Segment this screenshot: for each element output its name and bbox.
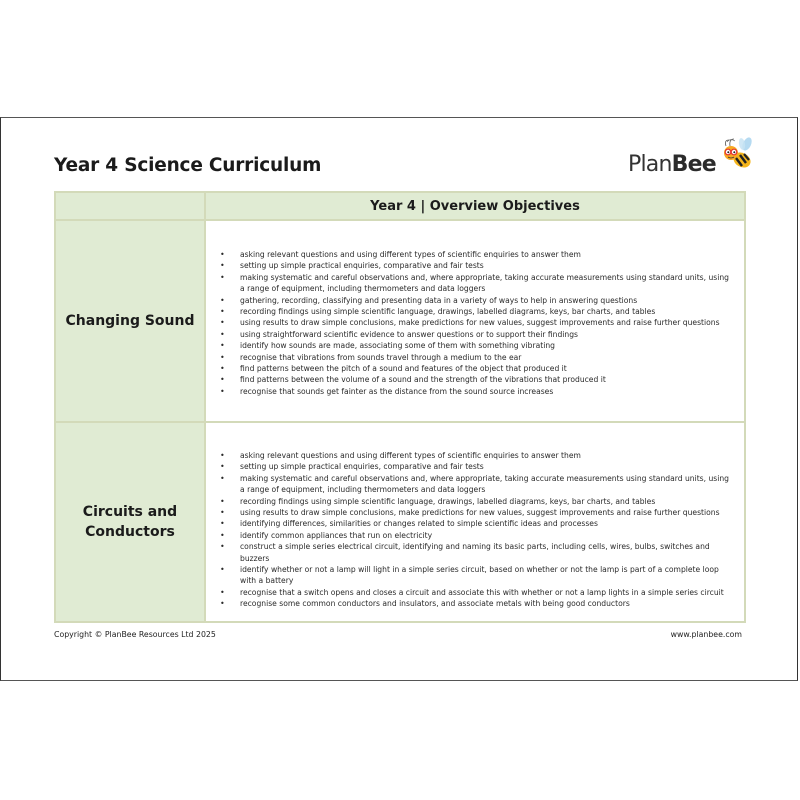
bullet-icon: •	[220, 542, 225, 552]
bullet-icon: •	[220, 565, 225, 575]
bullet-icon: •	[220, 352, 225, 362]
list-item: • making systematic and careful observations and, where appropriate, taking accurate measurements using standard units, using a range of equipment, including thermometers and data loggers	[220, 473, 729, 495]
bullet-icon: •	[220, 307, 225, 317]
list-item: • recognise some common conductors and insulators, and associate metals with being good conductors	[220, 599, 630, 609]
list-item: • making systematic and careful observations and, where appropriate, taking accurate measurements using standard units, using a range of equipment, including thermometers and data loggers	[220, 272, 729, 294]
bullet-icon: •	[220, 451, 225, 460]
list-item: • asking relevant questions and using different types of scientific enquiries to answer them	[220, 250, 581, 259]
list-item: • construct a simple series electrical circuit, identifying and naming its basic parts, including cells, wires, bulbs, switches and buzzers	[220, 542, 710, 563]
bullet-icon: •	[220, 587, 225, 597]
bullet-icon: •	[220, 329, 225, 339]
bullet-icon: •	[220, 364, 225, 374]
bullet-icon: •	[220, 318, 225, 328]
bullet-icon: •	[220, 530, 225, 540]
logo-text-plan: Plan	[628, 152, 672, 177]
bullet-icon: •	[220, 519, 225, 529]
bullet-icon: •	[220, 386, 225, 396]
bullet-icon: •	[220, 508, 225, 518]
document-title: Year 4 Science Curriculum	[54, 155, 322, 176]
list-item: • gathering, recording, classifying and presenting data in a variety of ways to help in answering questions	[220, 295, 638, 305]
header-empty-cell	[55, 192, 205, 220]
topic-cell: Changing Sound	[55, 220, 205, 422]
logo-text-bee: Bee	[671, 152, 716, 177]
list-item: • recording findings using simple scientific language, drawings, labelled diagrams, keys, bar charts, and tables	[220, 307, 656, 317]
list-item: • recognise that a switch opens and closes a circuit and associate this with whether or not a lamp lights in a simple series circuit	[220, 587, 724, 597]
bullet-icon: •	[220, 375, 225, 385]
bullet-icon: •	[220, 462, 225, 472]
table-row-circuits-and-conductors	[55, 422, 745, 622]
objectives-cell	[205, 422, 745, 622]
logo-wordmark	[628, 152, 716, 177]
table-row-changing-sound	[55, 220, 745, 422]
list-item: • recognise that sounds get fainter as the distance from the sound source increases	[220, 386, 554, 396]
bee-mascot-icon	[720, 136, 754, 172]
objectives-list	[206, 221, 744, 397]
list-item: • identify how sounds are made, associating some of them with something vibrating	[220, 341, 555, 351]
list-item: • using straightforward scientific evidence to answer questions or to support their findings	[220, 329, 578, 339]
website-link[interactable]: www.planbee.com	[670, 630, 742, 639]
list-item: • setting up simple practical enquiries, comparative and fair tests	[220, 462, 484, 472]
topic-cell: Circuits and Conductors	[55, 422, 205, 622]
objectives-list	[206, 423, 744, 610]
list-item: • find patterns between the volume of a sound and the strength of the vibrations that produced it	[220, 375, 606, 385]
bullet-icon: •	[220, 250, 225, 259]
list-item: • recording findings using simple scientific language, drawings, labelled diagrams, keys, bar charts, and tables	[220, 496, 656, 506]
list-item: • identify whether or not a lamp will light in a simple series circuit, based on whether or not the lamp is part of a complete loop with a battery	[220, 565, 719, 586]
list-item: • recognise that vibrations from sounds travel through a medium to the ear	[220, 352, 522, 362]
list-item: • using results to draw simple conclusions, make predictions for new values, suggest improvements and raise further questions	[220, 508, 720, 518]
bullet-icon: •	[220, 473, 225, 483]
bullet-icon: •	[220, 341, 225, 351]
list-item: • identifying differences, similarities or changes related to simple scientific ideas and processes	[220, 519, 598, 529]
list-item: • setting up simple practical enquiries, comparative and fair tests	[220, 261, 484, 271]
planbee-logo	[628, 136, 753, 186]
list-item: • asking relevant questions and using different types of scientific enquiries to answer them	[220, 451, 581, 460]
bullet-icon: •	[220, 272, 225, 282]
table-header-row	[55, 192, 745, 220]
header-objectives: Year 4 | Overview Objectives	[205, 192, 745, 220]
bullet-icon: •	[220, 261, 225, 271]
copyright-text: Copyright © PlanBee Resources Ltd 2025	[54, 630, 216, 639]
list-item: • find patterns between the pitch of a sound and features of the object that produced it	[220, 364, 567, 374]
curriculum-table	[54, 191, 746, 623]
list-item: • identify common appliances that run on electricity	[220, 530, 433, 540]
bullet-icon: •	[220, 599, 225, 609]
bullet-icon: •	[220, 295, 225, 305]
bullet-icon: •	[220, 496, 225, 506]
list-item: • using results to draw simple conclusions, make predictions for new values, suggest improvements and raise further questions	[220, 318, 720, 328]
objectives-cell	[205, 220, 745, 422]
